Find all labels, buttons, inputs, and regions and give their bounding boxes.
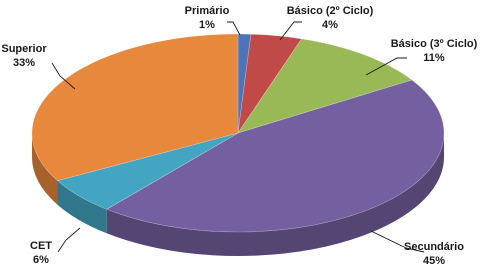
slice-label-basico-3 [391, 38, 478, 64]
slice-percent-cet: 6% [33, 254, 49, 266]
slice-name-superior: Superior [1, 43, 47, 55]
slice-label-cet [30, 240, 52, 266]
slice-label-basico-2 [287, 5, 374, 31]
pie-top-faces [32, 34, 444, 232]
slice-label-superior [1, 43, 47, 69]
slice-label-secundario [404, 241, 464, 267]
leader-line-cet [58, 228, 80, 252]
slice-name-basico-3: Básico (3º Ciclo) [390, 38, 478, 50]
slice-name-basico-2: Básico (2º Ciclo) [286, 5, 374, 17]
slice-name-cet: CET [30, 240, 52, 252]
slice-name-primario: Primário [184, 5, 230, 17]
slice-percent-primario: 1% [199, 19, 215, 31]
slice-percent-basico-2: 4% [322, 19, 338, 31]
slice-name-secundario: Secundário [404, 241, 464, 253]
slice-percent-secundario: 45% [422, 255, 446, 267]
slice-label-primario [185, 5, 230, 31]
slice-percent-superior: 33% [12, 57, 36, 69]
leader-line-primario [227, 22, 240, 35]
slice-percent-basico-3: 11% [423, 52, 445, 64]
